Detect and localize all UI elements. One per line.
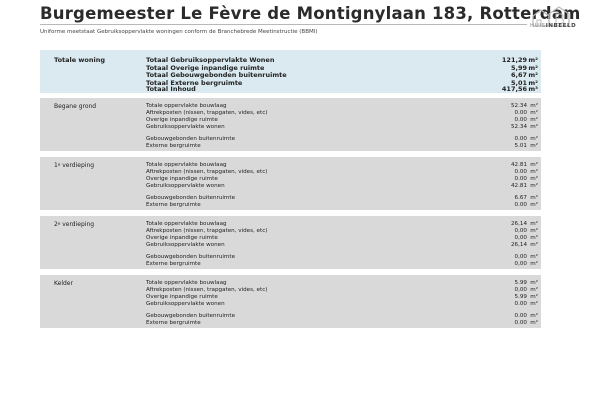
row-unit: m²: [528, 63, 538, 72]
row-value: 6.67: [514, 195, 527, 201]
logo-text-bold: INBEELD: [545, 23, 577, 29]
row-label: Overige inpandige ruimte: [146, 294, 218, 300]
row-value: 0.00: [514, 110, 527, 116]
row-label: Totale oppervlakte bouwlaag: [146, 221, 227, 227]
floor-label: [54, 103, 96, 110]
row-value: 0,00: [514, 261, 527, 267]
row-label: Aftrekposten (nissen, trapgaten, vides, etc): [146, 169, 268, 175]
row-label: Overige inpandige ruimte: [146, 176, 218, 182]
row-label: Aftrekposten (nissen, trapgaten, vides, etc): [146, 110, 268, 116]
floor-section: [40, 157, 541, 210]
floor-label-main: Kelder: [54, 280, 73, 287]
page-subtitle: Uniforme meetstaat Gebruiksoppervlakte woningen conform de Branchebrede Meetinstructie (BBMI): [40, 29, 318, 35]
row-unit: m²: [530, 195, 538, 201]
row-unit: m²: [530, 143, 538, 149]
floor-label-rest: verdieping: [60, 162, 95, 169]
row-label: Gebouwgebonden buitenruimte: [146, 195, 236, 201]
row-value: 0,00: [514, 287, 527, 293]
row-value: 0,00: [514, 235, 527, 241]
row-unit: m²: [528, 78, 538, 87]
row-label: Aftrekposten (nissen, trapgaten, vides, etc): [146, 287, 268, 293]
floor-label-sup: e: [57, 221, 61, 226]
row-label: Totale oppervlakte bouwlaag: [146, 103, 227, 109]
row-unit: m²: [530, 235, 538, 241]
floor-section: [40, 216, 541, 269]
row-unit: m²: [530, 301, 538, 307]
row-unit: m²: [530, 313, 538, 319]
section-label: Totale woning: [54, 56, 106, 64]
row-label: Totale oppervlakte bouwlaag: [146, 162, 227, 168]
page-title: Burgemeester Le Fèvre de Montignylaan 183, Rotterdam: [40, 4, 581, 23]
row-value: 0.00: [514, 202, 527, 208]
total-row: [146, 85, 538, 93]
floor-label-main: 1: [54, 162, 58, 169]
row-unit: m²: [528, 71, 538, 79]
row-unit: m²: [530, 202, 538, 208]
row-value: 0.00: [514, 136, 527, 142]
row-unit: m²: [530, 261, 538, 267]
floor-label: [54, 162, 94, 169]
row-label: Gebruiksoppervlakte wonen: [146, 242, 225, 248]
row-label: Gebruiksoppervlakte wonen: [146, 183, 225, 189]
floor-label-sup: e: [57, 162, 61, 167]
row-unit: m²: [530, 136, 538, 142]
floor-label: [54, 280, 73, 287]
row-value: 5.99: [514, 294, 527, 300]
row-label: Overige inpandige ruimte: [146, 117, 218, 123]
row-unit: m²: [530, 228, 538, 234]
row-label: Overige inpandige ruimte: [146, 235, 218, 241]
row-label: Totaal Overige inpandige ruimte: [146, 63, 265, 72]
row-unit: m²: [530, 162, 538, 168]
row-unit: m²: [530, 242, 538, 248]
row-unit: m²: [530, 124, 538, 130]
row-label: Aftrekposten (nissen, trapgaten, vides, etc): [146, 228, 268, 234]
row-label: Totaal Externe bergruimte: [146, 78, 243, 87]
row-value: 42.81: [510, 183, 527, 189]
row-value: 0.00: [514, 320, 527, 326]
logo-text-light: HUIS: [530, 23, 546, 29]
floor-label-rest: verdieping: [60, 221, 95, 228]
row-value: 5.99: [514, 280, 527, 286]
row-label: Gebouwgebonden buitenruimte: [146, 254, 236, 260]
row-unit: m³: [528, 85, 538, 93]
row-value: 0.00: [514, 301, 527, 307]
row-value: 42.81: [510, 162, 527, 168]
row-value: 26,14: [510, 242, 527, 248]
total-section: [40, 50, 541, 93]
row-value: 6,67: [510, 71, 527, 79]
row-label: Gebruiksoppervlakte wonen: [146, 124, 225, 130]
row-unit: m²: [530, 103, 538, 109]
row-value: 417,56: [501, 85, 527, 93]
floor-row: [146, 260, 538, 268]
row-value: 26,14: [510, 221, 527, 227]
row-label: Gebouwgebonden buitenruimte: [146, 136, 236, 142]
title-underline: [40, 24, 527, 25]
floor-row: [146, 182, 538, 190]
logo-text: [530, 23, 576, 29]
row-label: Totaal Gebruiksoppervlakte Wonen: [146, 56, 275, 64]
row-unit: m²: [530, 183, 538, 189]
floor-label-main: Begane grond: [54, 103, 97, 110]
row-value: 121,29: [501, 56, 527, 64]
row-unit: m²: [528, 56, 538, 64]
row-label: Externe bergruimte: [146, 202, 201, 208]
row-label: Gebruiksoppervlakte wonen: [146, 301, 225, 307]
row-unit: m²: [530, 117, 538, 123]
row-label: Totale oppervlakte bouwlaag: [146, 280, 227, 286]
row-value: 52.34: [510, 103, 527, 109]
row-label: Externe bergruimte: [146, 261, 201, 267]
floor-label: [54, 221, 94, 228]
floor-row: [146, 201, 538, 209]
floor-row: [146, 241, 538, 249]
row-value: 0.00: [514, 176, 527, 182]
row-label: Totaal Inhoud: [146, 85, 196, 93]
row-unit: m²: [530, 280, 538, 286]
row-value: 0,00: [514, 228, 527, 234]
floor-section: [40, 98, 541, 151]
floor-section: [40, 275, 541, 328]
row-unit: m²: [530, 176, 538, 182]
row-label: Gebouwgebonden buitenruimte: [146, 313, 236, 319]
row-value: 5,01: [510, 78, 527, 87]
row-unit: m²: [530, 169, 538, 175]
row-value: 5.01: [514, 143, 527, 149]
row-unit: m²: [530, 110, 538, 116]
row-value: 0.00: [514, 313, 527, 319]
floor-row: [146, 142, 538, 150]
floor-label-main: 2: [54, 221, 58, 228]
row-value: 5,99: [510, 63, 527, 72]
floor-row: [146, 300, 538, 308]
row-unit: m²: [530, 221, 538, 227]
row-unit: m²: [530, 294, 538, 300]
row-unit: m²: [530, 254, 538, 260]
row-value: 0.00: [514, 117, 527, 123]
row-label: Totaal Gebouwgebonden buitenruimte: [146, 71, 287, 79]
row-unit: m²: [530, 320, 538, 326]
house-logo-icon: [527, 4, 587, 34]
row-label: Externe bergruimte: [146, 143, 201, 149]
row-label: Externe bergruimte: [146, 320, 201, 326]
floor-row: [146, 123, 538, 131]
row-value: 52.34: [510, 124, 527, 130]
row-value: 0,00: [514, 254, 527, 260]
row-value: 0.00: [514, 169, 527, 175]
row-unit: m²: [530, 287, 538, 293]
floor-row: [146, 319, 538, 327]
